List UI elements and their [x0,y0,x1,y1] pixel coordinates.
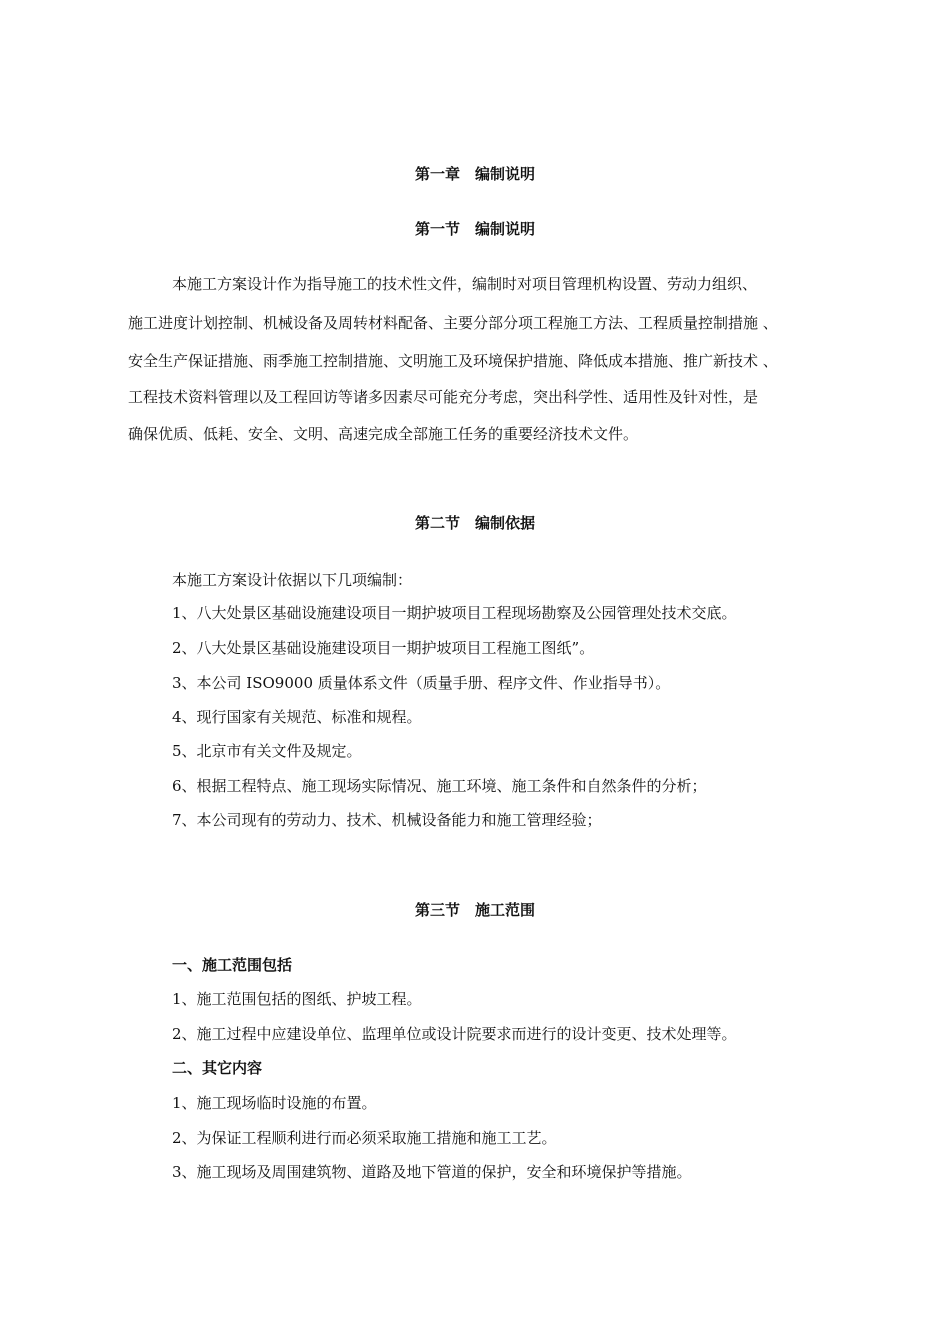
list-item: 3、施工现场及周围建筑物、道路及地下管道的保护，安全和环境保护等措施。 [172,1163,692,1181]
paragraph-line: 施工进度计划控制、机械设备及周转材料配备、主要分部分项工程施工方法、工程质量控制措施 、 [128,314,778,332]
list-item: 3、本公司 ISO9000 质量体系文件（质量手册、程序文件、作业指导书）。 [172,674,671,692]
list-item: 4、现行国家有关规范、标准和规程。 [172,708,422,726]
section-2-intro: 本施工方案设计依据以下几项编制： [172,571,413,589]
paragraph-line: 工程技术资料管理以及工程回访等诸多因素尽可能充分考虑，突出科学性、适用性及针对性，是 [128,388,759,406]
list-item: 5、北京市有关文件及规定。 [172,742,362,760]
section-2-title: 第二节 编制依据 [414,514,535,532]
subsection-heading: 一、施工范围包括 [172,956,293,974]
list-item: 1、施工现场临时设施的布置。 [172,1094,377,1112]
chapter-title: 第一章 编制说明 [414,165,535,183]
list-item: 1、施工范围包括的图纸、护坡工程。 [172,990,422,1008]
paragraph-line: 本施工方案设计作为指导施工的技术性文件，编制时对项目管理机构设置、劳动力组织、 [172,275,758,293]
list-item: 2、施工过程中应建设单位、监理单位或设计院要求而进行的设计变更、技术处理等。 [172,1025,737,1043]
section-1-title: 第一节 编制说明 [414,220,535,238]
list-item: 6、根据工程特点、施工现场实际情况、施工环境、施工条件和自然条件的分析； [172,777,707,795]
section-3-title: 第三节 施工范围 [414,901,535,919]
subsection-heading: 二、其它内容 [172,1059,263,1077]
list-item: 1、八大处景区基础设施建设项目一期护坡项目工程现场勘察及公园管理处技术交底。 [172,604,737,622]
paragraph-line: 安全生产保证措施、雨季施工控制措施、文明施工及环境保护措施、降低成本措施、推广新技术 、 [128,352,778,370]
list-item: 2、为保证工程顺利进行而必须采取施工措施和施工工艺。 [172,1129,557,1147]
paragraph-line: 确保优质、低耗、安全、文明、高速完成全部施工任务的重要经济技术文件。 [128,425,639,443]
list-item: 2、八大处景区基础设施建设项目一期护坡项目工程施工图纸”。 [172,639,595,657]
list-item: 7、本公司现有的劳动力、技术、机械设备能力和施工管理经验； [172,811,602,829]
